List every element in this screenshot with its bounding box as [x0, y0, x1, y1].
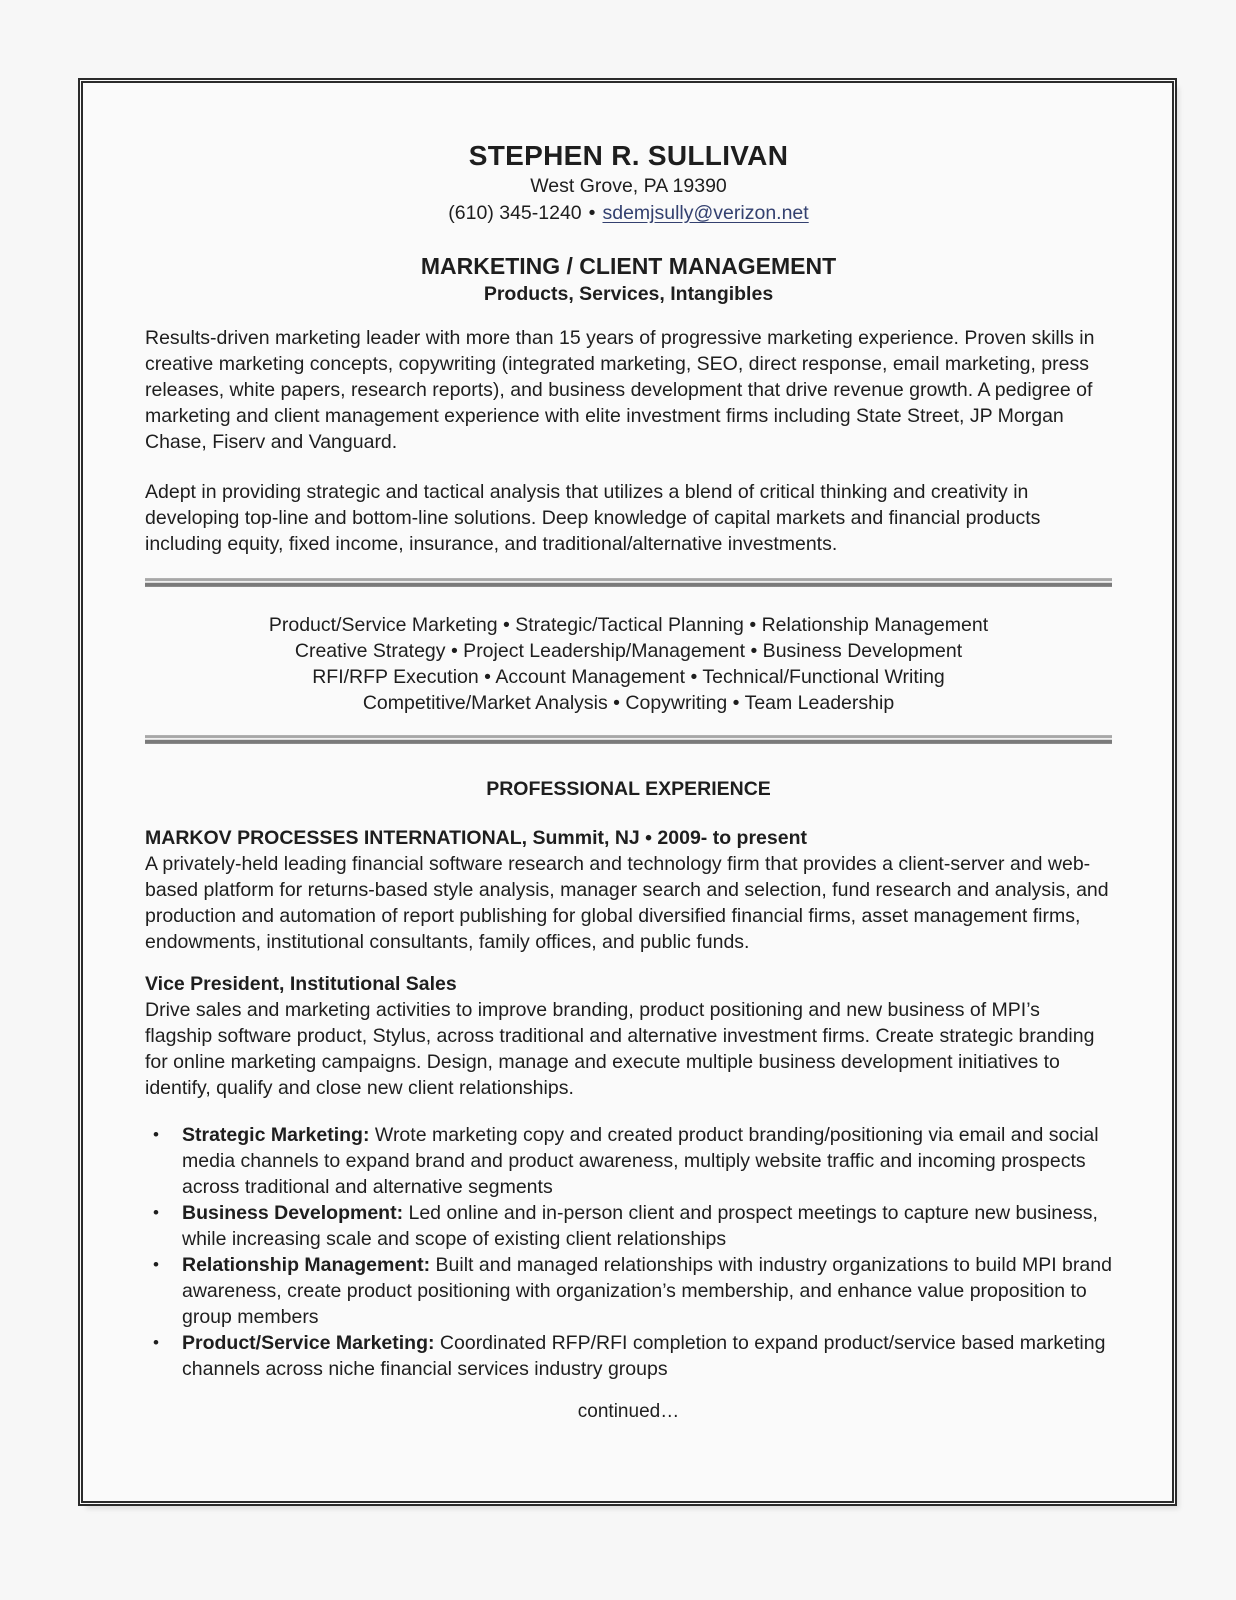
- bullet-icon: •: [153, 1333, 159, 1352]
- role-title: Vice President, Institutional Sales: [145, 973, 457, 995]
- bullet-label: Product/Service Marketing:: [182, 1332, 435, 1354]
- person-location: West Grove, PA 19390: [530, 175, 727, 197]
- person-phone: (610) 345-1240: [448, 202, 582, 224]
- bullet-icon: •: [153, 1255, 159, 1274]
- employer-description: A privately-held leading financial software research and technology firm that provides a client-server and web-based platform for returns-based style analysis, manager search and selection, fund research and analysis, and production and automation of report publishing for global diversified financial firms, asset management firms, endowments, institutional consultants, family offices, and public funds.: [145, 853, 1109, 953]
- bullet-label: Strategic Marketing:: [182, 1124, 370, 1146]
- bullet-text: Coordinated RFP/RFI completion to expand product/service based marketing channels across niche financial services industry groups: [182, 1332, 1106, 1380]
- experience-bullet: [145, 1122, 1112, 1200]
- summary-paragraph-1: Results-driven marketing leader with more than 15 years of progressive marketing experience. Proven skills in creative marketing concepts, copywriting (integrated marketing, SEO, direct response, email marketing, press releases, white papers, research reports), and business development that drive revenue growth. A pedigree of marketing and client management experience with elite investment firms including State Street, JP Morgan Chase, Fiserv and Vanguard.: [145, 327, 1095, 453]
- section-title-professional-experience: PROFESSIONAL EXPERIENCE: [486, 778, 771, 800]
- contact-line: [145, 200, 1112, 227]
- section-divider-top: [145, 578, 1112, 587]
- skills-line: Product/Service Marketing • Strategic/Tactical Planning • Relationship Management: [268, 614, 989, 636]
- bullet-icon: •: [153, 1203, 159, 1222]
- resume-subtitle: Products, Services, Intangibles: [483, 283, 774, 305]
- person-name: STEPHEN R. SULLIVAN: [468, 140, 789, 171]
- role-description: Drive sales and marketing activities to improve branding, product positioning and new business of MPI’s flagship software product, Stylus, across traditional and alternative investment firms. Create strategic branding for online marketing campaigns. Design, manage and execute multiple business development initiatives to identify, qualify and close new client relationships.: [145, 999, 1095, 1099]
- summary-paragraph-2: Adept in providing strategic and tactical analysis that utilizes a blend of critical thinking and creativity in developing top-line and bottom-line solutions. Deep knowledge of capital markets and financial products including equity, fixed income, insurance, and traditional/alternative investments.: [145, 481, 1041, 555]
- experience-bullet-list: [145, 1122, 1112, 1382]
- resume-title: MARKETING / CLIENT MANAGEMENT: [420, 253, 837, 279]
- bullet-text: Wrote marketing copy and created product branding/positioning via email and social media channels to expand brand and product awareness, multiply website traffic and incoming prospects across traditional and alternative segments: [182, 1124, 1099, 1198]
- bullet-separator: •: [588, 202, 596, 224]
- bullet-text: Led online and in-person client and prospect meetings to capture new business, while increasing scale and scope of existing client relationships: [182, 1202, 1098, 1250]
- bullet-label: Relationship Management:: [182, 1254, 431, 1276]
- skills-line: Creative Strategy • Project Leadership/Management • Business Development: [294, 640, 963, 662]
- email-link[interactable]: sdemjsully@verizon.net: [602, 202, 809, 224]
- skills-block: [145, 612, 1112, 716]
- section-divider-bottom: [145, 735, 1112, 744]
- experience-bullet: [145, 1252, 1112, 1330]
- experience-bullet: [145, 1200, 1112, 1252]
- bullet-text: Built and managed relationships with industry organizations to build MPI brand awareness, create product positioning with organization’s membership, and enhance value proposition to group members: [182, 1254, 1112, 1328]
- continued-note: continued…: [577, 1401, 680, 1422]
- bullet-icon: •: [153, 1125, 159, 1144]
- skills-line: Competitive/Market Analysis • Copywriting • Team Leadership: [362, 692, 895, 714]
- resume-page: [78, 78, 1177, 1506]
- skills-line: RFI/RFP Execution • Account Management • Technical/Functional Writing: [312, 666, 945, 688]
- bullet-label: Business Development:: [182, 1202, 404, 1224]
- employer-line: MARKOV PROCESSES INTERNATIONAL, Summit, NJ • 2009- to present: [145, 827, 807, 849]
- experience-bullet: [145, 1330, 1112, 1382]
